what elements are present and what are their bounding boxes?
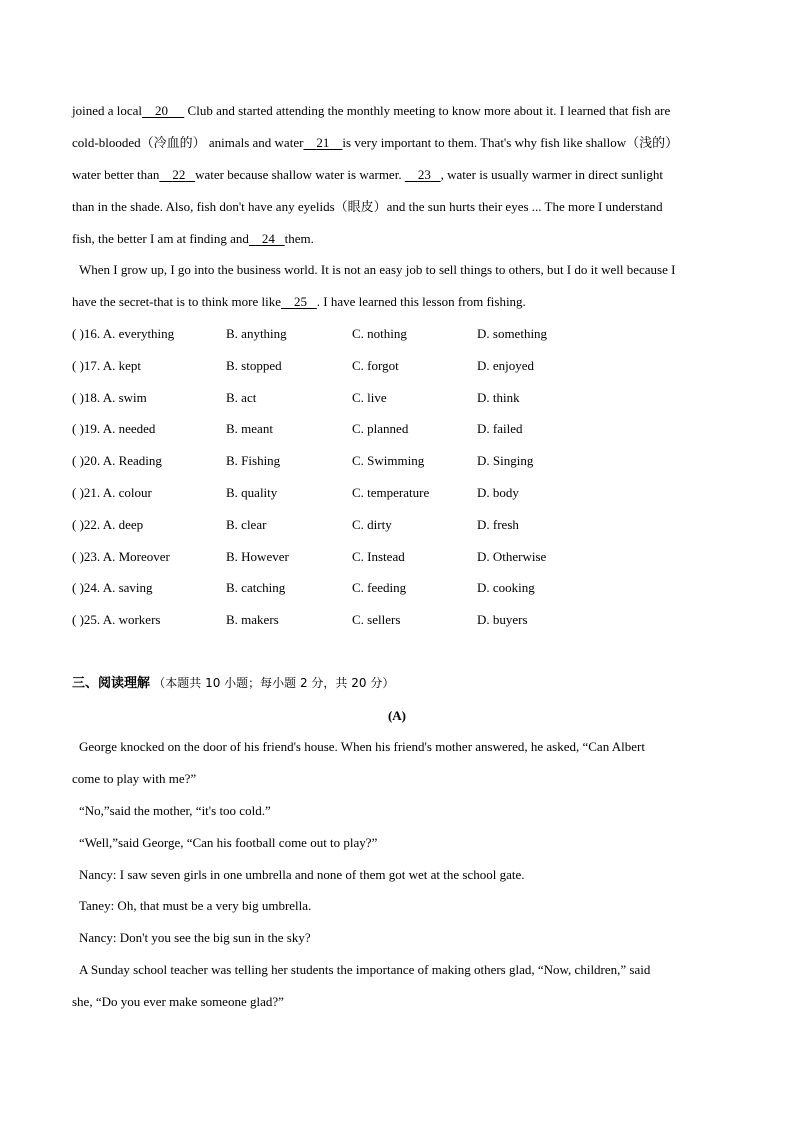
option-d: D. enjoyed — [477, 358, 535, 373]
reading-line: come to play with me?” — [72, 771, 197, 786]
option-row-20 — [72, 453, 732, 469]
option-row-24 — [72, 580, 732, 596]
section-title: 三、阅读理解 — [72, 676, 151, 691]
passage-text: water because shallow water is warmer. — [195, 167, 405, 182]
option-b: B. clear — [226, 517, 267, 532]
answer-slot-25[interactable]: ( )25. A. workers — [72, 612, 161, 627]
answer-slot-21[interactable]: ( )21. A. colour — [72, 485, 152, 500]
option-c: C. nothing — [352, 326, 407, 341]
option-c: C. feeding — [352, 580, 407, 595]
blank-23 — [405, 167, 441, 183]
option-d: D. buyers — [477, 612, 528, 627]
reading-line: George knocked on the door of his friend's house. When his friend's mother answered, he asked, “Can Albert — [79, 739, 645, 754]
passage-text: have the secret-that is to think more like — [72, 294, 282, 309]
section-scoring-note: （本题共 10 小题；每小题 2 分，共 20 分） — [153, 676, 395, 690]
option-d: D. cooking — [477, 580, 535, 595]
option-c: C. temperature — [352, 485, 430, 500]
option-b: B. meant — [226, 421, 273, 436]
answer-slot-17[interactable]: ( )17. A. kept — [72, 358, 141, 373]
blank-21 — [303, 135, 342, 151]
blank-number: 22 — [172, 167, 186, 182]
blank-25 — [281, 294, 317, 310]
blank-number: 21 — [316, 135, 330, 150]
answer-slot-16[interactable]: ( )16. A. everything — [72, 326, 175, 341]
option-row-17 — [72, 358, 732, 374]
option-row-22 — [72, 517, 732, 533]
option-d: D. Singing — [477, 453, 534, 468]
passage-line-2 — [72, 135, 678, 151]
passage-text: is very important to them. That's why fish like shallow（浅的） — [342, 135, 679, 150]
passage-text: than in the shade. Also, fish don't have any eyelids（眼皮）and the sun hurts their eyes ... The more I understand — [72, 199, 663, 214]
reading-line: “No,”said the mother, “it's too cold.” — [79, 803, 271, 818]
option-b: B. act — [226, 390, 257, 405]
option-row-16 — [72, 326, 732, 342]
option-c: C. planned — [352, 421, 409, 436]
passage-text: joined a local — [72, 103, 143, 118]
answer-slot-18[interactable]: ( )18. A. swim — [72, 390, 147, 405]
option-c: C. Swimming — [352, 453, 425, 468]
passage-text: them. — [284, 231, 314, 246]
option-b: B. Fishing — [226, 453, 281, 468]
blank-20 — [142, 103, 184, 119]
answer-slot-19[interactable]: ( )19. A. needed — [72, 421, 156, 436]
passage-line-4 — [72, 199, 663, 215]
passage-text: fish, the better I am at finding and — [72, 231, 249, 246]
option-b: B. anything — [226, 326, 287, 341]
option-row-19 — [72, 421, 732, 437]
reading-line: “Well,”said George, “Can his football come out to play?” — [79, 835, 378, 850]
option-d: D. think — [477, 390, 520, 405]
blank-number: 20 — [155, 103, 169, 118]
section-heading — [72, 675, 394, 692]
passage-line-6 — [79, 262, 675, 278]
option-b: B. stopped — [226, 358, 282, 373]
passage-line-1 — [72, 103, 670, 119]
part-title: (A) — [387, 708, 407, 723]
option-c: C. Instead — [352, 549, 405, 564]
passage-line-7 — [72, 294, 526, 310]
option-d: D. something — [477, 326, 548, 341]
option-row-18 — [72, 390, 732, 406]
passage-text: cold-blooded（冷血的） animals and water — [72, 135, 304, 150]
option-c: C. dirty — [352, 517, 392, 532]
passage-text: . I have learned this lesson from fishing. — [316, 294, 526, 309]
option-d: D. Otherwise — [477, 549, 547, 564]
option-b: B. makers — [226, 612, 279, 627]
blank-number: 25 — [294, 294, 308, 309]
option-b: B. quality — [226, 485, 278, 500]
passage-text: , water is usually warmer in direct sunlight — [440, 167, 663, 182]
reading-line: Nancy: I saw seven girls in one umbrella and none of them got wet at the school gate. — [79, 867, 525, 882]
option-row-21 — [72, 485, 732, 501]
blank-24 — [249, 231, 285, 247]
passage-text: Club and started attending the monthly meeting to know more about it. I learned that fish are — [184, 103, 671, 118]
answer-slot-20[interactable]: ( )20. A. Reading — [72, 453, 162, 468]
option-c: C. forgot — [352, 358, 399, 373]
answer-slot-22[interactable]: ( )22. A. deep — [72, 517, 144, 532]
blank-22 — [159, 167, 195, 183]
option-d: D. body — [477, 485, 519, 500]
option-b: B. catching — [226, 580, 286, 595]
option-row-23 — [72, 549, 732, 565]
passage-text: water better than — [72, 167, 160, 182]
passage-line-5 — [72, 231, 314, 247]
blank-number: 24 — [261, 231, 275, 246]
reading-line: A Sunday school teacher was telling her students the importance of making others glad, “Now, children,” said — [79, 962, 651, 977]
option-d: D. fresh — [477, 517, 519, 532]
reading-line: she, “Do you ever make someone glad?” — [72, 994, 284, 1009]
reading-line: Nancy: Don't you see the big sun in the sky? — [79, 930, 311, 945]
option-c: C. sellers — [352, 612, 401, 627]
answer-slot-23[interactable]: ( )23. A. Moreover — [72, 549, 170, 564]
passage-line-3 — [72, 167, 663, 183]
option-b: B. However — [226, 549, 289, 564]
option-row-25 — [72, 612, 732, 628]
option-d: D. failed — [477, 421, 523, 436]
option-c: C. live — [352, 390, 387, 405]
reading-line: Taney: Oh, that must be a very big umbrella. — [79, 898, 312, 913]
passage-text: When I grow up, I go into the business world. It is not an easy job to sell things to others, but I do it well because I — [79, 262, 676, 277]
answer-slot-24[interactable]: ( )24. A. saving — [72, 580, 153, 595]
blank-number: 23 — [417, 167, 431, 182]
